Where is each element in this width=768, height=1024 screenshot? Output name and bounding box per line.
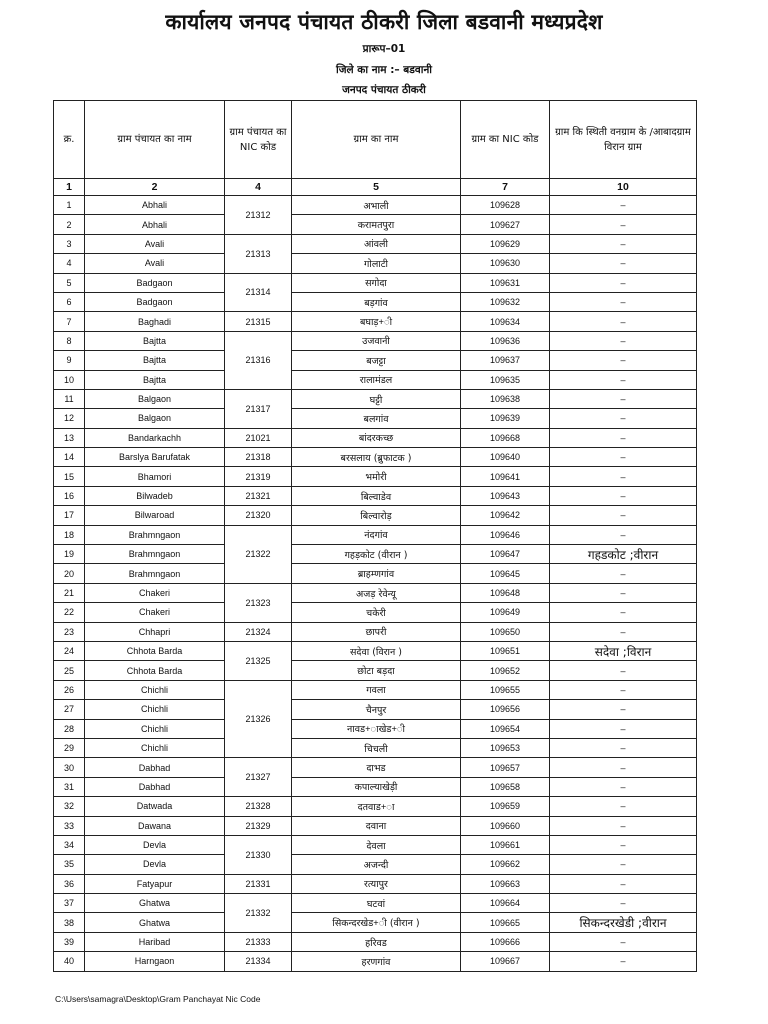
row-gp-nic: 21321 (225, 486, 292, 505)
row-village-nic: 109656 (461, 700, 550, 719)
row-village-nic: 109631 (461, 273, 550, 292)
row-gp-name: Bajtta (85, 331, 225, 350)
row-village-nic: 109642 (461, 506, 550, 525)
row-status: – (550, 700, 697, 719)
row-sno: 36 (54, 874, 85, 893)
row-village-name: बजट्टा (292, 351, 461, 370)
row-status: – (550, 428, 697, 447)
table-row (54, 816, 697, 835)
row-gp-name: Avali (85, 234, 225, 253)
row-village-name: करामतपुरा (292, 215, 461, 234)
row-village-name: चकेरी (292, 603, 461, 622)
table-row (54, 738, 697, 757)
row-gp-name: Balgaon (85, 389, 225, 408)
row-village-name: घटवां (292, 894, 461, 913)
row-village-name: बिल्वाडेव (292, 486, 461, 505)
row-village-name: नंदगांव (292, 525, 461, 544)
row-status: – (550, 448, 697, 467)
row-sno: 29 (54, 738, 85, 757)
row-gp-name: Brahmngaon (85, 545, 225, 564)
row-village-nic: 109666 (461, 932, 550, 951)
row-sno: 6 (54, 292, 85, 311)
row-village-nic: 109652 (461, 661, 550, 680)
table-row (54, 603, 697, 622)
row-gp-nic: 21324 (225, 622, 292, 641)
row-gp-name: Bilwaroad (85, 506, 225, 525)
row-village-nic: 109643 (461, 486, 550, 505)
block-name: जनपद पंचायत ठीकरी (342, 84, 426, 96)
row-gp-nic: 21334 (225, 952, 292, 971)
row-village-nic: 109659 (461, 797, 550, 816)
row-village-name: छापरी (292, 622, 461, 641)
row-village-nic: 109637 (461, 351, 550, 370)
row-sno: 24 (54, 641, 85, 660)
col-header-village-nic: ग्राम का NIC कोड (461, 101, 550, 179)
row-gp-nic: 21317 (225, 389, 292, 428)
table-row (54, 913, 697, 932)
table-row (54, 486, 697, 505)
row-village-nic: 109657 (461, 758, 550, 777)
row-gp-nic: 21328 (225, 797, 292, 816)
row-gp-name: Balgaon (85, 409, 225, 428)
row-gp-name: Chhota Barda (85, 661, 225, 680)
row-sno: 35 (54, 855, 85, 874)
row-status: – (550, 932, 697, 951)
row-sno: 12 (54, 409, 85, 428)
row-gp-nic: 21331 (225, 874, 292, 893)
row-gp-name: Baghadi (85, 312, 225, 331)
table-row (54, 448, 697, 467)
row-village-name: सदेवा (विरान ) (292, 641, 461, 660)
row-gp-name: Chichli (85, 700, 225, 719)
row-gp-nic: 21322 (225, 525, 292, 583)
row-village-nic: 109650 (461, 622, 550, 641)
district-name: जिले का नाम :– बडवानी (335, 64, 433, 76)
table-row (54, 331, 697, 350)
row-gp-name: Devla (85, 855, 225, 874)
table-row (54, 312, 697, 331)
row-gp-name: Barslya Barufatak (85, 448, 225, 467)
row-status: – (550, 331, 697, 350)
row-village-name: सगोदा (292, 273, 461, 292)
row-status: – (550, 874, 697, 893)
row-gp-nic: 21319 (225, 467, 292, 486)
row-village-nic: 109636 (461, 331, 550, 350)
table-row (54, 389, 697, 408)
col-number: 7 (461, 179, 550, 196)
table-row (54, 351, 697, 370)
row-village-name: भमोरी (292, 467, 461, 486)
col-number: 4 (225, 179, 292, 196)
row-status: गहडकोट ;वीरान (550, 545, 697, 564)
row-gp-name: Brahmngaon (85, 525, 225, 544)
row-village-nic: 109658 (461, 777, 550, 796)
row-sno: 7 (54, 312, 85, 331)
row-gp-name: Datwada (85, 797, 225, 816)
row-status: – (550, 855, 697, 874)
row-village-name: कपाल्याखेड़ी (292, 777, 461, 796)
col-header-status: ग्राम कि स्थिती वनग्राम के /आबादग्राम विरान ग्राम (550, 101, 697, 179)
row-gp-nic: 21314 (225, 273, 292, 312)
col-header-gp-name: ग्राम पंचायत का नाम (85, 101, 225, 179)
form-number: प्रारूप–01 (362, 43, 406, 55)
row-sno: 38 (54, 913, 85, 932)
row-village-name: दाभड (292, 758, 461, 777)
row-village-name: हरणगांव (292, 952, 461, 971)
row-sno: 19 (54, 545, 85, 564)
row-village-nic: 109639 (461, 409, 550, 428)
row-village-nic: 109668 (461, 428, 550, 447)
row-sno: 3 (54, 234, 85, 253)
row-village-name: घट्टी (292, 389, 461, 408)
row-village-nic: 109660 (461, 816, 550, 835)
page-title: कार्यालय जनपद पंचायत ठीकरी जिला बडवानी मध्यप्रदेश (165, 10, 603, 34)
row-status: – (550, 816, 697, 835)
row-gp-name: Haribad (85, 932, 225, 951)
row-gp-name: Bajtta (85, 351, 225, 370)
row-status: – (550, 234, 697, 253)
row-sno: 39 (54, 932, 85, 951)
row-status: – (550, 661, 697, 680)
row-status: – (550, 680, 697, 699)
row-status: – (550, 952, 697, 971)
row-sno: 34 (54, 835, 85, 854)
table-row (54, 932, 697, 951)
row-village-nic: 109640 (461, 448, 550, 467)
col-number: 5 (292, 179, 461, 196)
table-row (54, 370, 697, 389)
row-village-name: देवला (292, 835, 461, 854)
row-village-nic: 109663 (461, 874, 550, 893)
row-gp-nic: 21325 (225, 641, 292, 680)
row-village-nic: 109647 (461, 545, 550, 564)
row-sno: 4 (54, 254, 85, 273)
row-gp-name: Chakeri (85, 603, 225, 622)
table-row (54, 855, 697, 874)
row-sno: 23 (54, 622, 85, 641)
table-row (54, 428, 697, 447)
row-gp-name: Chhota Barda (85, 641, 225, 660)
row-village-name: रालामंडल (292, 370, 461, 389)
row-gp-name: Dawana (85, 816, 225, 835)
table-row (54, 583, 697, 602)
row-gp-nic: 21333 (225, 932, 292, 951)
row-gp-nic: 21316 (225, 331, 292, 389)
row-sno: 27 (54, 700, 85, 719)
row-village-name: अजन्दी (292, 855, 461, 874)
row-sno: 16 (54, 486, 85, 505)
row-sno: 14 (54, 448, 85, 467)
row-gp-nic: 21332 (225, 894, 292, 933)
row-status: – (550, 894, 697, 913)
row-sno: 17 (54, 506, 85, 525)
row-sno: 13 (54, 428, 85, 447)
row-gp-name: Chichli (85, 738, 225, 757)
row-gp-nic: 21327 (225, 758, 292, 797)
table-row (54, 215, 697, 234)
row-village-nic: 109629 (461, 234, 550, 253)
row-village-nic: 109664 (461, 894, 550, 913)
row-sno: 11 (54, 389, 85, 408)
table-row (54, 409, 697, 428)
row-sno: 32 (54, 797, 85, 816)
table-row (54, 196, 697, 215)
col-number: 1 (54, 179, 85, 196)
table-body (54, 196, 697, 972)
row-village-name: दवाना (292, 816, 461, 835)
row-gp-nic: 21320 (225, 506, 292, 525)
row-village-name: अजड़ रेवेन्यू (292, 583, 461, 602)
col-number: 2 (85, 179, 225, 196)
row-village-nic: 109638 (461, 389, 550, 408)
table-row (54, 292, 697, 311)
row-status: – (550, 758, 697, 777)
row-sno: 22 (54, 603, 85, 622)
row-sno: 40 (54, 952, 85, 971)
row-sno: 15 (54, 467, 85, 486)
row-village-name: छोटा बड़दा (292, 661, 461, 680)
row-gp-nic: 21330 (225, 835, 292, 874)
row-village-name: अभाली (292, 196, 461, 215)
row-village-nic: 109627 (461, 215, 550, 234)
row-status: – (550, 835, 697, 854)
row-gp-name: Harngaon (85, 952, 225, 971)
table-row (54, 545, 697, 564)
row-gp-nic: 21326 (225, 680, 292, 758)
row-sno: 30 (54, 758, 85, 777)
row-status: – (550, 622, 697, 641)
row-status: – (550, 215, 697, 234)
file-path-footer: C:\Users\samagra\Desktop\Gram Panchayat Nic Code (55, 994, 261, 1004)
row-gp-name: Bajtta (85, 370, 225, 389)
row-gp-name: Dabhad (85, 777, 225, 796)
row-gp-name: Chichli (85, 680, 225, 699)
row-village-nic: 109649 (461, 603, 550, 622)
row-sno: 8 (54, 331, 85, 350)
row-village-nic: 109655 (461, 680, 550, 699)
table-row (54, 273, 697, 292)
row-village-name: बड़गांव (292, 292, 461, 311)
row-sno: 37 (54, 894, 85, 913)
row-gp-name: Bandarkachh (85, 428, 225, 447)
table-row (54, 894, 697, 913)
row-status: सिकन्दरखेडी ;वीरान (550, 913, 697, 932)
table-row (54, 661, 697, 680)
row-sno: 28 (54, 719, 85, 738)
row-gp-name: Chakeri (85, 583, 225, 602)
row-sno: 1 (54, 196, 85, 215)
row-village-name: बरसलाय (ब्रुफाटक ) (292, 448, 461, 467)
row-village-nic: 109661 (461, 835, 550, 854)
row-gp-nic: 21021 (225, 428, 292, 447)
table-row (54, 564, 697, 583)
row-village-name: दतवाड+ा (292, 797, 461, 816)
row-village-name: बांदरकच्छ (292, 428, 461, 447)
col-header-village-name: ग्राम का नाम (292, 101, 461, 179)
col-header-sno: क्र. (54, 101, 85, 179)
table-row (54, 952, 697, 971)
row-village-name: सिकन्दरखेड+ी (वीरान ) (292, 913, 461, 932)
table-row (54, 525, 697, 544)
row-village-nic: 109651 (461, 641, 550, 660)
table-row (54, 254, 697, 273)
table-row (54, 758, 697, 777)
row-gp-name: Devla (85, 835, 225, 854)
row-sno: 5 (54, 273, 85, 292)
row-sno: 21 (54, 583, 85, 602)
row-village-nic: 109648 (461, 583, 550, 602)
village-nic-table (53, 100, 697, 972)
row-status: – (550, 370, 697, 389)
row-village-name: बघाड़+ी (292, 312, 461, 331)
table-row (54, 874, 697, 893)
row-status: – (550, 797, 697, 816)
table-row (54, 835, 697, 854)
row-village-name: चैनपुर (292, 700, 461, 719)
row-sno: 10 (54, 370, 85, 389)
table-row (54, 641, 697, 660)
row-village-nic: 109667 (461, 952, 550, 971)
row-sno: 31 (54, 777, 85, 796)
row-gp-name: Bilwadeb (85, 486, 225, 505)
row-gp-name: Abhali (85, 196, 225, 215)
row-status: – (550, 351, 697, 370)
row-status: – (550, 777, 697, 796)
row-village-nic: 109632 (461, 292, 550, 311)
row-village-nic: 109630 (461, 254, 550, 273)
row-status: – (550, 389, 697, 408)
table-header-row (54, 101, 697, 179)
row-village-name: गवला (292, 680, 461, 699)
row-gp-name: Badgaon (85, 273, 225, 292)
row-village-nic: 109635 (461, 370, 550, 389)
row-gp-name: Brahmngaon (85, 564, 225, 583)
row-village-name: ब्राहम्णगांव (292, 564, 461, 583)
row-village-name: बलगांव (292, 409, 461, 428)
row-village-name: आंवली (292, 234, 461, 253)
column-number-row (54, 179, 697, 196)
row-status: – (550, 409, 697, 428)
table-row (54, 680, 697, 699)
row-village-nic: 109645 (461, 564, 550, 583)
row-gp-name: Dabhad (85, 758, 225, 777)
row-village-name: गहड़कोट (वीरान ) (292, 545, 461, 564)
row-status: – (550, 738, 697, 757)
table-row (54, 234, 697, 253)
row-gp-name: Ghatwa (85, 894, 225, 913)
row-village-nic: 109662 (461, 855, 550, 874)
row-status: – (550, 254, 697, 273)
col-number: 10 (550, 179, 697, 196)
row-village-name: रत्यापुर (292, 874, 461, 893)
row-village-name: बिल्वारोड़ (292, 506, 461, 525)
row-gp-name: Chhapri (85, 622, 225, 641)
row-sno: 9 (54, 351, 85, 370)
row-gp-nic: 21329 (225, 816, 292, 835)
row-village-name: उजवानी (292, 331, 461, 350)
row-gp-name: Bhamori (85, 467, 225, 486)
row-village-nic: 109634 (461, 312, 550, 331)
row-gp-name: Badgaon (85, 292, 225, 311)
row-status: – (550, 525, 697, 544)
row-sno: 20 (54, 564, 85, 583)
row-status: – (550, 564, 697, 583)
row-status: – (550, 312, 697, 331)
row-village-name: नावड+ाखेड+ी (292, 719, 461, 738)
row-status: – (550, 719, 697, 738)
row-status: सदेवा ;विरान (550, 641, 697, 660)
row-status: – (550, 467, 697, 486)
row-village-name: चिचली (292, 738, 461, 757)
row-status: – (550, 603, 697, 622)
row-gp-nic: 21313 (225, 234, 292, 273)
col-header-gp-nic: ग्राम पंचायत का NIC कोड (225, 101, 292, 179)
row-status: – (550, 583, 697, 602)
row-gp-name: Chichli (85, 719, 225, 738)
row-status: – (550, 292, 697, 311)
row-gp-name: Avali (85, 254, 225, 273)
row-village-name: गोलाटी (292, 254, 461, 273)
table-row (54, 506, 697, 525)
row-gp-name: Abhali (85, 215, 225, 234)
row-village-nic: 109646 (461, 525, 550, 544)
row-sno: 33 (54, 816, 85, 835)
row-gp-nic: 21323 (225, 583, 292, 622)
row-status: – (550, 486, 697, 505)
row-status: – (550, 506, 697, 525)
table-row (54, 777, 697, 796)
row-village-nic: 109653 (461, 738, 550, 757)
row-gp-nic: 21312 (225, 196, 292, 235)
row-status: – (550, 196, 697, 215)
table-row (54, 700, 697, 719)
row-gp-nic: 21318 (225, 448, 292, 467)
table-row (54, 622, 697, 641)
row-village-nic: 109628 (461, 196, 550, 215)
table-row (54, 719, 697, 738)
row-sno: 25 (54, 661, 85, 680)
row-village-nic: 109665 (461, 913, 550, 932)
row-sno: 26 (54, 680, 85, 699)
table-row (54, 467, 697, 486)
table-row (54, 797, 697, 816)
row-gp-nic: 21315 (225, 312, 292, 331)
row-village-name: हरिवड (292, 932, 461, 951)
row-gp-name: Fatyapur (85, 874, 225, 893)
row-sno: 18 (54, 525, 85, 544)
row-village-nic: 109641 (461, 467, 550, 486)
row-status: – (550, 273, 697, 292)
row-gp-name: Ghatwa (85, 913, 225, 932)
row-village-nic: 109654 (461, 719, 550, 738)
row-sno: 2 (54, 215, 85, 234)
